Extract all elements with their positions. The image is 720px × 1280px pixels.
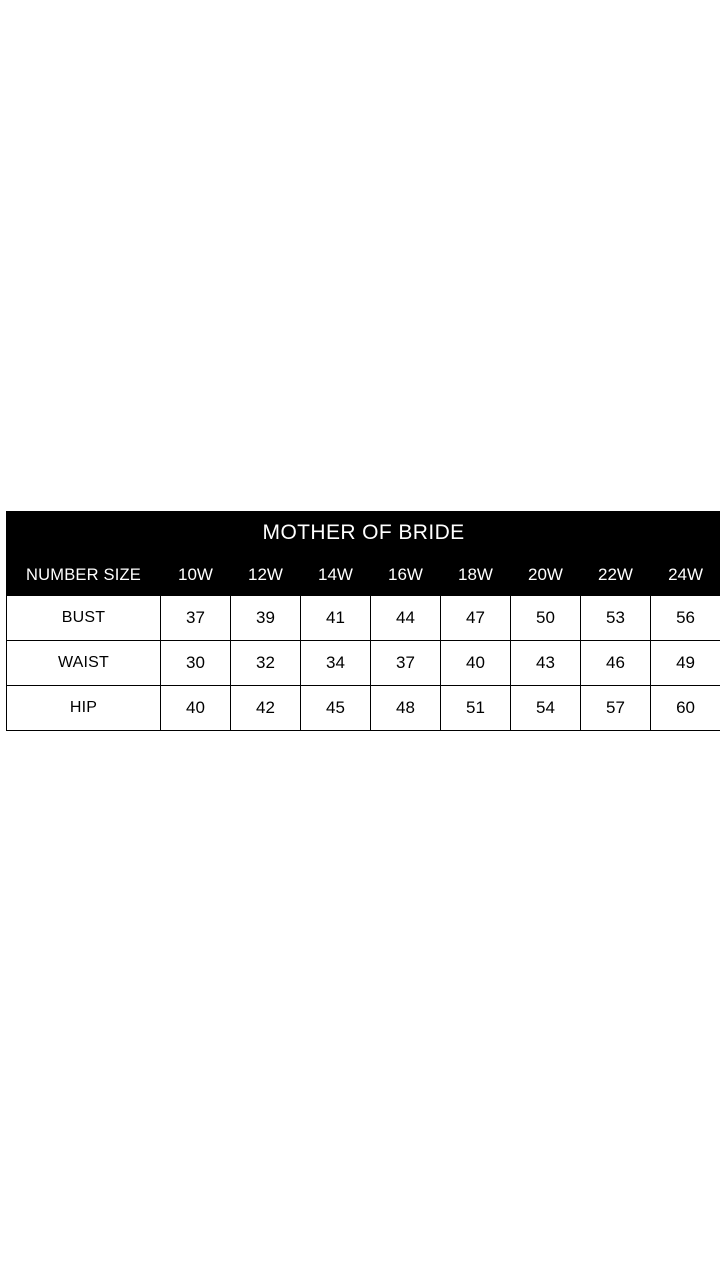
table-header-row	[7, 555, 720, 596]
table-cell: 49	[651, 641, 720, 686]
table-row	[7, 641, 720, 686]
table-cell: 56	[651, 596, 720, 641]
table-row	[7, 596, 720, 641]
table-cell: 34	[301, 641, 371, 686]
row-label: BUST	[7, 596, 161, 641]
size-chart-container	[6, 511, 714, 731]
table-cell: 60	[651, 686, 720, 731]
table-cell: 57	[581, 686, 651, 731]
column-header-size: 20W	[511, 555, 581, 596]
table-cell: 51	[441, 686, 511, 731]
column-header-number-size: NUMBER SIZE	[7, 555, 161, 596]
column-header-size: 18W	[441, 555, 511, 596]
column-header-size: 14W	[301, 555, 371, 596]
table-cell: 32	[231, 641, 301, 686]
column-header-size: 16W	[371, 555, 441, 596]
table-row	[7, 686, 720, 731]
table-cell: 42	[231, 686, 301, 731]
column-header-size: 22W	[581, 555, 651, 596]
table-cell: 50	[511, 596, 581, 641]
table-cell: 37	[161, 596, 231, 641]
table-cell: 47	[441, 596, 511, 641]
chart-title-row	[7, 512, 720, 555]
column-header-size: 10W	[161, 555, 231, 596]
size-chart-table	[6, 511, 720, 731]
table-cell: 54	[511, 686, 581, 731]
table-cell: 48	[371, 686, 441, 731]
table-cell: 53	[581, 596, 651, 641]
table-cell: 45	[301, 686, 371, 731]
row-label: WAIST	[7, 641, 161, 686]
table-cell: 37	[371, 641, 441, 686]
table-cell: 46	[581, 641, 651, 686]
column-header-size: 24W	[651, 555, 720, 596]
table-cell: 40	[441, 641, 511, 686]
table-cell: 44	[371, 596, 441, 641]
column-header-size: 12W	[231, 555, 301, 596]
table-cell: 39	[231, 596, 301, 641]
table-cell: 30	[161, 641, 231, 686]
row-label: HIP	[7, 686, 161, 731]
table-cell: 43	[511, 641, 581, 686]
table-cell: 41	[301, 596, 371, 641]
table-cell: 40	[161, 686, 231, 731]
chart-title: MOTHER OF BRIDE	[7, 512, 720, 555]
